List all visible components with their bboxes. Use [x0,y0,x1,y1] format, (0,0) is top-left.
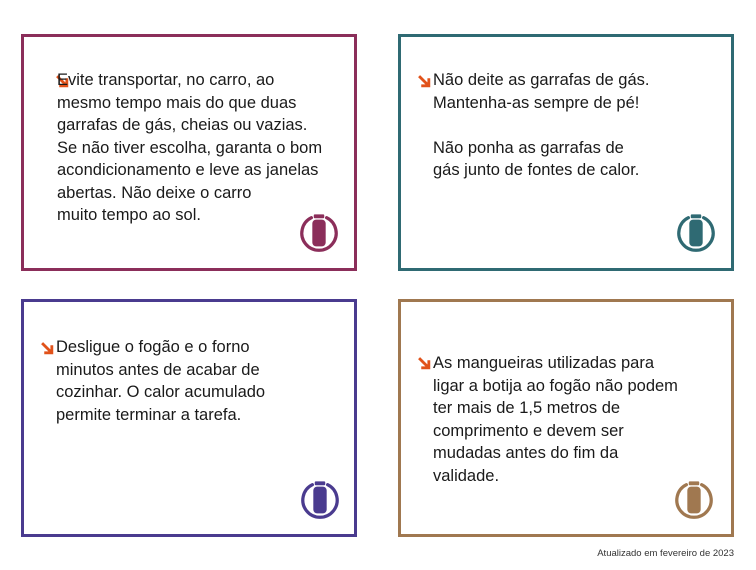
tip-card-stove-off [21,299,357,537]
arrow-down-right-icon [418,357,431,370]
tip-card-car-transport [21,34,357,271]
arrow-down-right-icon [418,75,431,88]
tip-text: Desligue o fogão e o forno minutos antes de acabar de cozinhar. O calor acumulado permite terminar a tarefa. [56,338,266,424]
tip-card-hoses [398,299,734,537]
tip-text: Evite transportar, no carro, ao mesmo tempo mais do que duas garrafas de gás, cheias ou vazias. Se não tiver escolha, garanta o bom acondicionamento e leve as janelas abertas. Não deixe o carro muito tempo ao sol. [57,71,323,224]
gas-cylinder-icon [299,479,341,521]
gas-cylinder-icon [298,212,340,254]
gas-cylinder-icon [673,479,715,521]
updated-date-footer: Atualizado em fevereiro de 2023 [597,548,734,559]
tip-text: As mangueiras utilizadas para ligar a botija ao fogão não podem ter mais de 1,5 metros de comprimento e devem ser mudadas antes do fim da validade. [433,354,678,485]
tip-text: Não deite as garrafas de gás. Mantenha-as sempre de pé! Não ponha as garrafas de gás junto de fontes de calor. [433,71,650,179]
gas-cylinder-icon [675,212,717,254]
arrow-down-right-icon [41,342,54,355]
tip-card-upright-storage [398,34,734,271]
